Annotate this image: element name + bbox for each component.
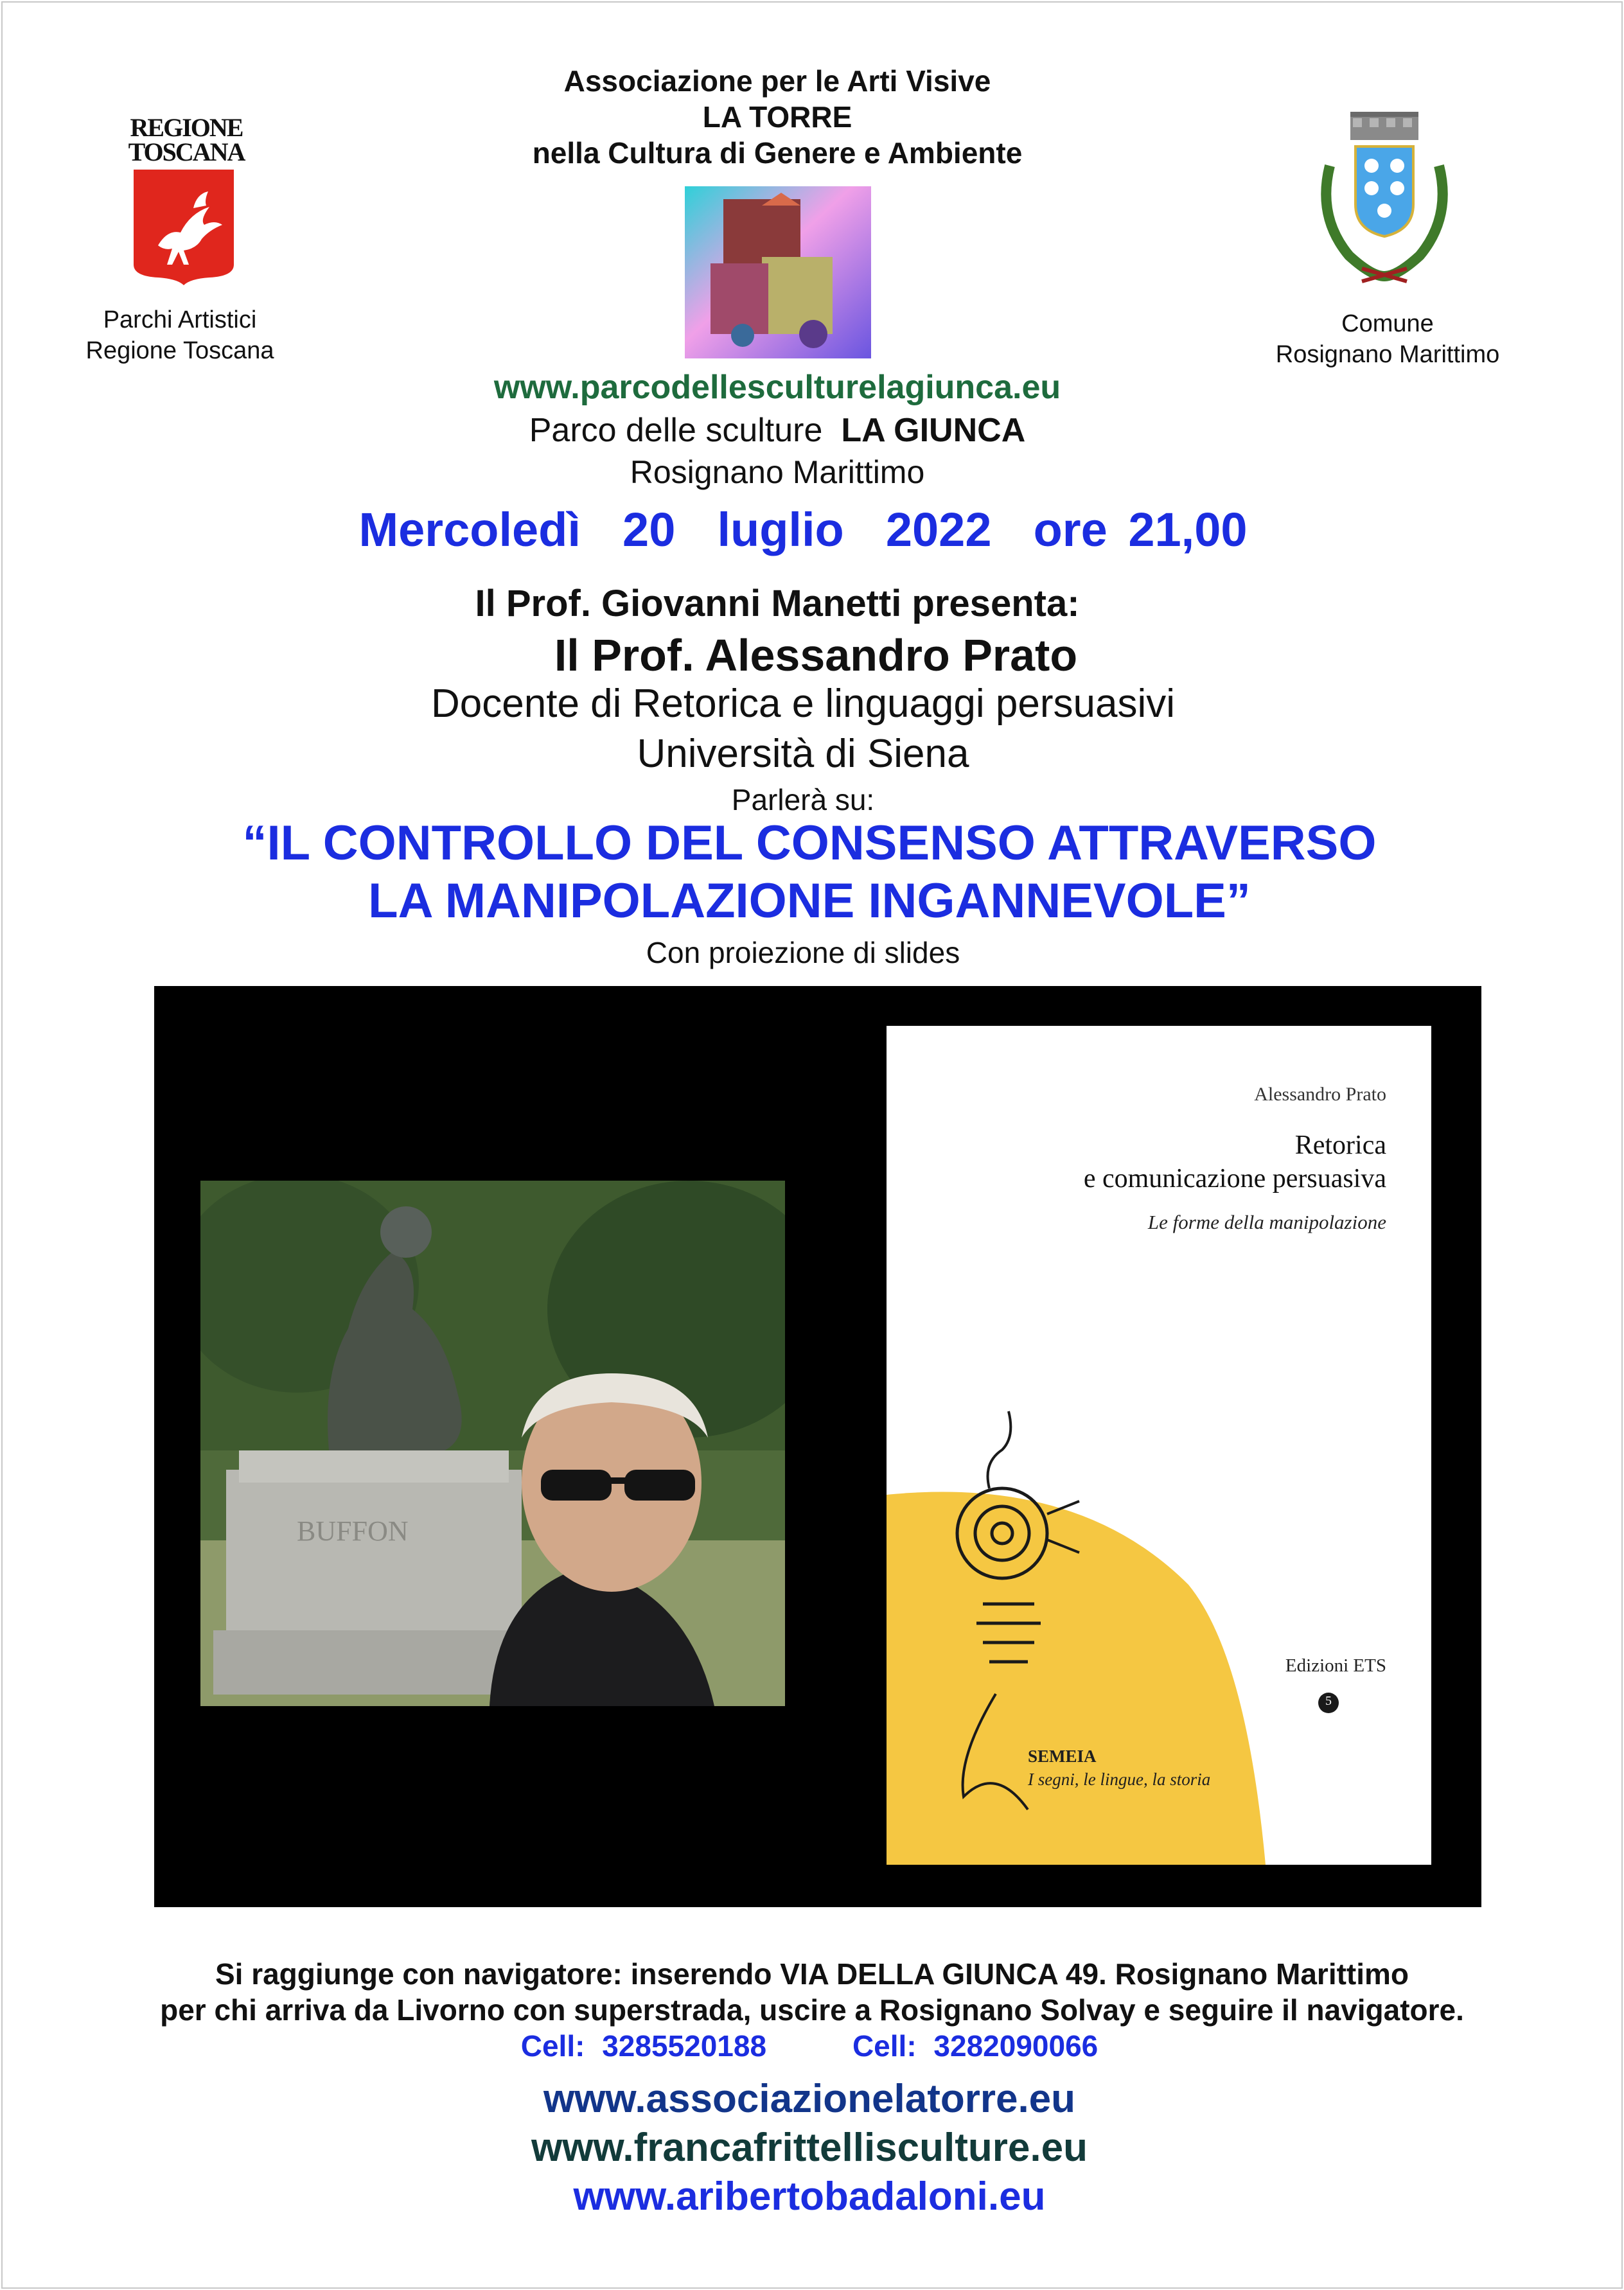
book-title-line-1: Retorica: [1294, 1131, 1386, 1160]
park-prefix: Parco delle sculture: [529, 412, 823, 449]
talk-title-line-2: LA MANIPOLAZIONE INGANNEVOLE”: [368, 874, 1251, 928]
regione-toscana-wordmark: [96, 113, 276, 166]
book-title-line-2: e comunicazione persuasiva: [1083, 1164, 1386, 1193]
park-name: LA GIUNCA: [841, 412, 1026, 449]
speaker-photo: [200, 1181, 785, 1706]
park-website-link[interactable]: www.parcodellesculturelagiunca.eu: [493, 369, 1061, 406]
park-name-line: [321, 411, 1233, 450]
comune-crest-icon: [1311, 108, 1458, 289]
book-cover: [887, 1026, 1431, 1865]
speaker-name: Il Prof. Alessandro Prato: [554, 630, 1078, 680]
book-series-number: 5: [1325, 1694, 1332, 1708]
talk-intro: Parlerà su:: [731, 783, 875, 816]
directions-line-1: Si raggiunge con navigatore: inserendo VIA DELLA GIUNCA 49. Rosignano Marittimo: [215, 1957, 1409, 1991]
event-date: Mercoledì 20 luglio 2022 ore 21,00: [358, 503, 1248, 556]
association-line-2: LA TORRE: [702, 100, 852, 134]
directions-line-2: per chi arriva da Livorno con superstrada, uscire a Rosignano Solvay e seguire il navigatore.: [160, 1993, 1464, 2027]
book-publisher: Edizioni ETS: [1285, 1655, 1386, 1676]
tuscany-pegasus-shield-icon: [132, 168, 235, 285]
presenter-line: Il Prof. Giovanni Manetti presenta:: [475, 583, 1080, 624]
left-caption-line-2: Regione Toscana: [85, 337, 274, 364]
association-header: [450, 63, 1105, 171]
regione-word: REGIONE: [130, 113, 243, 142]
la-torre-artwork-image: [685, 186, 871, 358]
book-author: Alessandro Prato: [1254, 1084, 1386, 1105]
slides-note: Con proiezione di slides: [646, 936, 960, 969]
association-line-3: nella Cultura di Genere e Ambiente: [532, 136, 1023, 170]
right-caption-line-2: Rosignano Marittimo: [1275, 341, 1500, 368]
speaker-role: Docente di Retorica e linguaggi persuasivi: [431, 682, 1175, 726]
talk-title-line-1: “IL CONTROLLO DEL CONSENSO ATTRAVERSO: [242, 816, 1377, 870]
association-line-1: Associazione per le Arti Visive: [563, 64, 991, 98]
left-caption-line-1: Parchi Artistici: [103, 306, 257, 333]
speaker-with-statue-image: [200, 1181, 785, 1706]
directions: [51, 1956, 1573, 2028]
book-subtitle: Le forme della manipolazione: [1147, 1211, 1386, 1233]
phone-1[interactable]: Cell: 3285520188: [520, 2029, 767, 2063]
website-badaloni-link[interactable]: www.aribertobadaloni.eu: [573, 2174, 1046, 2219]
website-frittelli-link[interactable]: www.francafrittellisculture.eu: [531, 2126, 1088, 2170]
regione-toscana-caption: [39, 304, 321, 366]
phone-numbers: [193, 2029, 1426, 2063]
talk-title: [103, 815, 1516, 930]
right-caption-line-1: Comune: [1341, 310, 1434, 337]
phone-2[interactable]: Cell: 3282090066: [852, 2029, 1099, 2063]
book-title: [937, 1129, 1386, 1195]
town-name: Rosignano Marittimo: [630, 454, 925, 490]
comune-caption: [1246, 308, 1529, 370]
website-associazione-link[interactable]: www.associazionelatorre.eu: [543, 2077, 1076, 2121]
monument-inscription: BUFFON: [297, 1515, 409, 1547]
speaker-university: Università di Siena: [637, 732, 969, 776]
toscana-word: TOSCANA: [128, 137, 245, 166]
book-series-subtitle: I segni, le lingue, la storia: [1028, 1770, 1211, 1789]
book-series: SEMEIA: [1028, 1747, 1097, 1766]
